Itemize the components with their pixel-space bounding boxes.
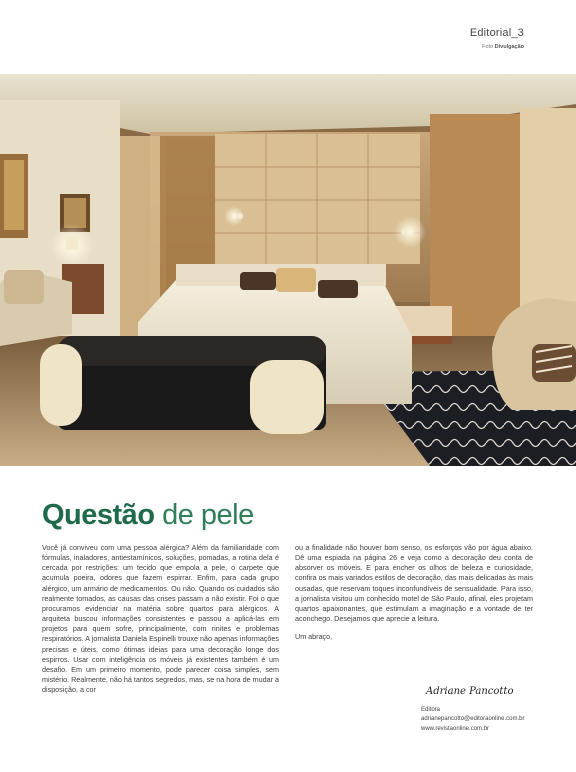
photo-credit [482,44,524,50]
article-paragraph-1: Você já conviveu com uma pessoa alérgica? Além da familiaridade com fórmulas, inaladores, antiestamínicos, soluções, pomadas, a rotina dela é cercada por restrições: um tecido que empola a pele, o carpete que acumula poeira, odores que fazem espirrar. Enfim, para cada grupo alérgico, um armário de medicamentos. Ou não. Quando os cuidados são realmente tomados, as causas das crises passam a não existir. Foi o que procuramos evidenciar na matéria sobre quartos para alérgicos. A arquiteta buscou informações consistentes e passou a aplicá-las em projetos para quem sofre, principalmente, com rinites e problemas respiratórios. A jornalista Daniela Espinelli trouxe não apenas informações precisas e úteis, como ótimas ideias para uma decoração longe dos espirros. Usar com inteligência os móveis já existentes também é um desafio. Em um primeiro momento, pode parecer coisa simples, sem mistério. Realmente, não há tantos segredos, mas, se na hora de mudar a disposição, a cor [42,543,279,695]
magazine-website: www.revistaonline.com.br [421,725,490,732]
article-closing: Um abraço, [295,632,333,642]
section-label: Editorial_3 [469,27,524,39]
editor-signoff [421,706,525,734]
article-paragraph-2: ou a finalidade não houver bom senso, os esforços vão por água abaixo. Dê uma espiada na página 26 e veja como a decoração deu conta de absorver os móveis. E para encher os olhos de beleza e curiosidade, confira os mais variados estilos de decoração, das mais delicadas às mais ousadas, que reservam toques inconfundíveis de sensualidade. Para isso, a jornalista visitou um conhecido motel de São Paulo, afinal, eles projetam quartos apaixonantes, que estimulam a imaginação e a vontade de ter aconchego. Desejamos que aprecie a leitura. [295,543,533,624]
editor-email: adrianepancotto@editoraonline.com.br [421,716,525,723]
article-title-bold: Questão [42,499,155,531]
editor-signature [426,681,536,703]
article-column-2 [295,543,533,642]
photo-credit-prefix: Foto [482,44,494,50]
signature-text: Adriane Pancotto [426,686,514,697]
editor-role: Editora [421,707,441,713]
photo-credit-name: Divulgação [494,44,524,50]
article-column-1 [42,543,279,695]
article-title [42,499,254,531]
article-title-light: de pele [154,499,254,531]
bedroom-photo [0,74,576,466]
